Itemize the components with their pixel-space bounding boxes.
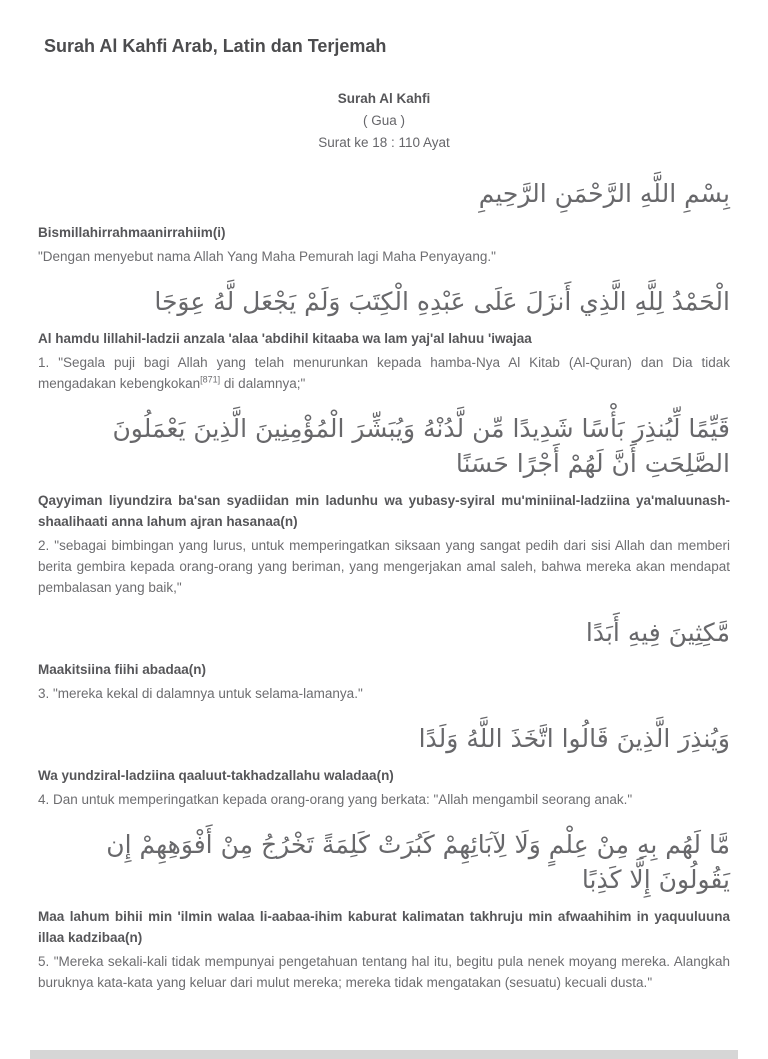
next-page-edge xyxy=(30,1050,738,1059)
verse-1-translation-part2: di dalamnya;" xyxy=(220,376,306,391)
verse-3-arabic-text: مَّكِثِينَ فِيهِ أَبَدًا xyxy=(585,618,730,647)
verse-1-latin-transliteration: Al hamdu lillahil-ladzii anzala 'alaa 'abdihil kitaaba wa lam yaj'al lahuu 'iwajaa xyxy=(38,331,532,346)
verse-5-latin-transliteration: Maa lahum bihii min 'ilmin walaa li-aabaa-ihim kaburat kalimatan takhruju min afwaahihim in yaquuluuna illaa kadzibaa(n) xyxy=(38,909,730,945)
bismillah-section xyxy=(38,176,730,267)
surah-name: Surah Al Kahfi xyxy=(337,91,431,106)
verse-1-translation-part1: 1. "Segala puji bagi Allah yang telah menurunkan kepada hamba-Nya Al Kitab (Al-Quran) dan Dia tidak mengadakan kebengkokan xyxy=(38,355,730,391)
bismillah-arabic-text: بِسْمِ اللَّهِ الرَّحْمَنِ الرَّحِيمِ xyxy=(478,179,730,208)
verse-2-arabic-text: قَيِّمًا لِّيُنذِرَ بَأْسًا شَدِيدًا مِّن لَّدُنْهُ وَيُبَشِّرَ الْمُؤْمِنِينَ الَّذِينَ يَعْمَلُونَ الصَّلِحَتِ أَنَّ لَهُمْ أَجْرًا حَسَنًا xyxy=(112,414,730,478)
verse-4-section xyxy=(38,721,730,810)
verse-5-section xyxy=(38,827,730,993)
document-page xyxy=(0,35,768,993)
verse-1-arabic-text: الْحَمْدُ لِلَّهِ الَّذِي أَنزَلَ عَلَى عَبْدِهِ الْكِتَبَ وَلَمْ يَجْعَل لَّهُ عِوَجَا xyxy=(154,287,730,316)
verse-2-translation-text: 2. "sebagai bimbingan yang lurus, untuk memperingatkan siksaan yang sangat pedih dari sisi Allah dan memberi berita gembira kepada orang-orang yang beriman, yang mengerjakan amal saleh, bahwa mereka akan mendapat pembalasan yang baik," xyxy=(38,538,730,595)
verse-2-section xyxy=(38,411,730,598)
verse-3-latin-transliteration: Maakitsiina fiihi abadaa(n) xyxy=(38,662,207,677)
verse-4-translation-text: 4. Dan untuk memperingatkan kepada orang-orang yang berkata: "Allah mengambil seorang anak." xyxy=(38,792,633,807)
verse-1-section xyxy=(38,284,730,394)
bismillah-translation-text: "Dengan menyebut nama Allah Yang Maha Pemurah lagi Maha Penyayang." xyxy=(38,249,496,264)
surah-meaning: ( Gua ) xyxy=(362,113,405,128)
verse-3-translation-text: 3. "mereka kekal di dalamnya untuk selama-lamanya." xyxy=(38,686,363,701)
surah-info: Surat ke 18 : 110 Ayat xyxy=(318,135,450,150)
footnote-ref: [871] xyxy=(200,374,221,385)
verse-2-latin-transliteration: Qayyiman liyundzira ba'san syadiidan min ladunhu wa yubasy-syiral mu'miniinal-ladziina ya'maluunash-shaalihaati anna lahum ajran hasanaa(n) xyxy=(38,493,730,529)
page-title: Surah Al Kahfi Arab, Latin dan Terjemah xyxy=(44,36,387,56)
verse-4-arabic-text: وَيُنذِرَ الَّذِينَ قَالُوا اتَّخَذَ اللَّهُ وَلَدًا xyxy=(418,724,730,753)
bismillah-latin-transliteration: Bismillahirrahmaanirrahiim(i) xyxy=(38,225,226,240)
verse-5-translation-text: 5. "Mereka sekali-kali tidak mempunyai pengetahuan tentang hal itu, begitu pula nenek moyang mereka. Alangkah buruknya kata-kata yang keluar dari mulut mereka; mereka tidak mengatakan (sesuatu) kecuali dusta." xyxy=(38,954,730,990)
surah-header xyxy=(38,88,730,154)
verse-3-section xyxy=(38,615,730,704)
verse-5-arabic-text: مَّا لَهُم بِهِ مِنْ عِلْمٍ وَلَا لِآبَائِهِمْ كَبُرَتْ كَلِمَةً تَخْرُجُ مِنْ أَفْوَهِهِمْ إِن يَقُولُونَ إِلَّا كَذِبًا xyxy=(106,830,730,894)
verse-1-translation-text xyxy=(38,352,730,394)
verse-4-latin-transliteration: Wa yundziral-ladziina qaaluut-takhadzallahu waladaa(n) xyxy=(38,768,394,783)
